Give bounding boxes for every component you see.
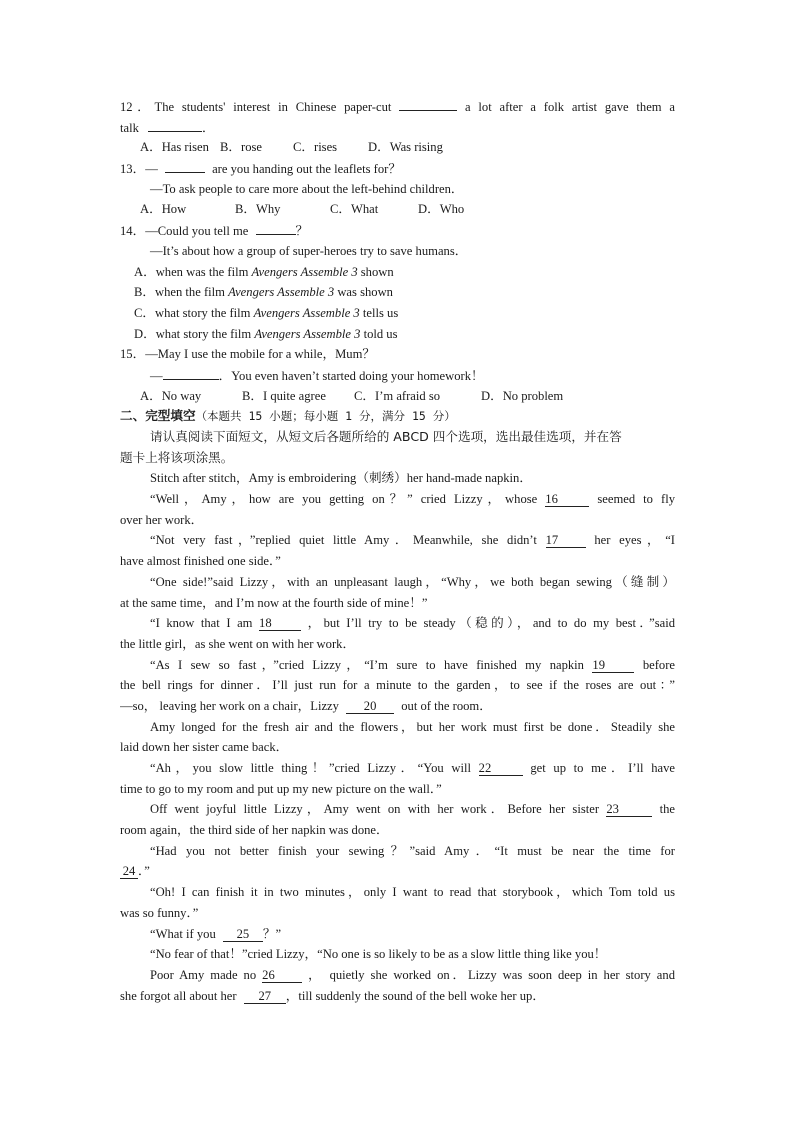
blank-17: 17 bbox=[546, 533, 586, 548]
passage-para-12 bbox=[120, 924, 675, 945]
q15-option-a[interactable]: A．No way bbox=[140, 388, 202, 403]
q15-dash: — bbox=[150, 368, 163, 383]
q14-option-b-post: was shown bbox=[334, 285, 393, 300]
passage-para-13: “No fear of that！”cried Lizzy，“No one is so likely to be as a slow little thing like you！ bbox=[150, 947, 607, 962]
para14-text-line2-cont: ，till suddenly the sound of the bell woke her up． bbox=[285, 988, 545, 1003]
q12-option-a[interactable]: A．Has risen bbox=[140, 140, 209, 155]
section2-instruction-2: 题卡上将该项涂黑。 bbox=[120, 449, 234, 465]
passage-para-10-end bbox=[120, 861, 675, 882]
passage-para-5 bbox=[120, 613, 675, 634]
q14-option-d-pre: D．what story the film bbox=[134, 326, 255, 341]
para3-text: “Not very fast，”replied quiet little Amy．Meanwhile, she didn’t bbox=[150, 533, 537, 548]
blank-22: 22 bbox=[479, 761, 523, 776]
q14-blank bbox=[256, 220, 296, 235]
q14-option-d-post: told us bbox=[360, 326, 398, 341]
q13-answer-line: —To ask people to care more about the left-behind children． bbox=[150, 181, 464, 196]
q14-option-a-post: shown bbox=[357, 264, 394, 279]
passage-para-3 bbox=[120, 530, 675, 551]
passage-para-11: “Oh! I can finish it in two minutes，only I want to read that storybook，which Tom told us bbox=[150, 885, 675, 900]
q12-blank-2 bbox=[148, 117, 202, 132]
passage-para-7-end: laid down her sister came back． bbox=[120, 740, 289, 755]
passage-para-11-end: was so funny．” bbox=[120, 905, 199, 920]
para9-text: Off went joyful little Lizzy，Amy went on with her work．Before her sister bbox=[150, 802, 600, 817]
q12-blank bbox=[399, 96, 457, 111]
q12-stem bbox=[120, 96, 675, 117]
q14-option-b-pre: B．when the film bbox=[134, 285, 229, 300]
passage-para-6-line3 bbox=[120, 696, 675, 717]
q14-option-b-film: Avengers Assemble 3 bbox=[228, 285, 335, 300]
para14-text-cont: ， quietly she worked on．Lizzy was soon deep in her story and bbox=[308, 967, 675, 982]
passage-para-14 bbox=[120, 965, 675, 986]
passage-para-8 bbox=[120, 758, 675, 779]
blank-16: 16 bbox=[545, 492, 589, 507]
section2-heading: 二、完型填空 bbox=[120, 408, 196, 424]
q12-text-line2: talk bbox=[120, 120, 139, 135]
q14-option-a[interactable] bbox=[120, 262, 675, 283]
passage-para-4-end: at the same time，and I’m now at the fourth side of mine！” bbox=[120, 595, 428, 610]
blank-25: 25 bbox=[223, 927, 263, 942]
para8-text-cont: get up to me．I’ll have bbox=[530, 761, 675, 775]
passage-para-2 bbox=[120, 489, 675, 510]
q14-option-c-post: tells us bbox=[359, 305, 399, 320]
para12-text: “What if you bbox=[150, 926, 216, 941]
q13-option-c[interactable]: C．What bbox=[330, 202, 379, 217]
q12-option-b[interactable]: B．rose bbox=[220, 140, 262, 155]
q12-text: 12．The students' interest in Chinese paper-cut bbox=[120, 100, 392, 114]
q12-options bbox=[120, 137, 675, 158]
para3-text-cont: her eyes，“I bbox=[594, 533, 675, 548]
blank-23: 23 bbox=[606, 802, 652, 817]
passage-para-7: Amy longed for the fresh air and the flowers，but her work must first be done．Steadily she bbox=[150, 719, 675, 734]
passage-para-10: “Had you not better finish your sewing？”said Amy．“It must be near the time for bbox=[150, 843, 675, 858]
para6-text: “As I sew so fast，”cried Lizzy，“I’m sure to have finished my napkin bbox=[150, 657, 584, 672]
q12-option-c[interactable]: C．rises bbox=[293, 140, 338, 155]
q13-text-cont: are you handing out the leaflets for？ bbox=[212, 162, 401, 177]
q14-text: 14．—Could you tell me bbox=[120, 224, 249, 239]
passage-para-9 bbox=[120, 799, 675, 820]
para6-text-line3-cont: out of the room． bbox=[401, 698, 492, 713]
q15-option-c[interactable]: C．I’m afraid so bbox=[354, 388, 441, 403]
section2-instruction-1: 请认真阅读下面短文，从短文后各题所给的 ABCD 四个选项，选出最佳选项，并在答 bbox=[150, 429, 622, 444]
q14-option-a-film: Avengers Assemble 3 bbox=[251, 264, 358, 279]
q15-text-cont: ．You even haven’t started doing your homework！ bbox=[218, 368, 484, 383]
blank-27: 27 bbox=[244, 989, 286, 1004]
q13-option-a[interactable]: A．How bbox=[140, 202, 187, 217]
para2-text-cont: seemed to fly bbox=[597, 492, 675, 507]
q14-option-d-film: Avengers Assemble 3 bbox=[254, 326, 361, 341]
para10-end-text: ．” bbox=[138, 864, 150, 879]
section2-header bbox=[120, 406, 675, 427]
passage-para-9-end: room again，the third side of her napkin was done． bbox=[120, 823, 389, 838]
q12-stem-line2 bbox=[120, 117, 675, 138]
para14-text-line2: she forgot all about her bbox=[120, 988, 237, 1003]
para14-text: Poor Amy made no bbox=[150, 967, 257, 982]
para5-text: “I know that I am bbox=[150, 616, 253, 631]
q13-stem bbox=[120, 158, 675, 179]
blank-18: 18 bbox=[259, 616, 301, 631]
q13-option-d[interactable]: D．Who bbox=[418, 202, 465, 217]
q14-option-c[interactable] bbox=[120, 303, 675, 324]
blank-24: 24 bbox=[120, 864, 138, 879]
q15-option-b[interactable]: B．I quite agree bbox=[242, 388, 326, 403]
q14-option-a-pre: A．when was the film bbox=[134, 264, 252, 279]
passage-para-8-end: time to go to my room and put up my new picture on the wall．” bbox=[120, 781, 442, 796]
q13-blank bbox=[165, 158, 205, 173]
q14-option-b[interactable] bbox=[120, 282, 675, 303]
q15-options bbox=[120, 386, 675, 407]
para5-text-cont: ，but I’ll try to be steady（稳的），and to do my best．”said bbox=[307, 616, 675, 631]
passage-para-3-end: have almost finished one side．” bbox=[120, 554, 281, 569]
q12-end: ． bbox=[202, 120, 215, 135]
blank-26: 26 bbox=[262, 968, 302, 983]
passage-para-5-end: the little girl，as she went on with her work． bbox=[120, 636, 356, 651]
section2-note: （本题共 15 小题；每小题 1 分，满分 15 分） bbox=[195, 409, 456, 424]
q14-option-c-film: Avengers Assemble 3 bbox=[253, 305, 360, 320]
para12-text-cont: ？” bbox=[262, 926, 282, 941]
q14-answer-line: —It’s about how a group of super-heroes try to save humans． bbox=[150, 243, 468, 258]
para6-text-cont: before bbox=[642, 657, 675, 672]
blank-20: 20 bbox=[346, 699, 394, 714]
q13-options bbox=[120, 199, 675, 220]
exam-page bbox=[120, 96, 675, 1006]
passage-para-6-line2: the bell rings for dinner．I’ll just run for a minute to the garden，to see if the roses are out：” bbox=[120, 678, 675, 693]
q14-end: ？ bbox=[295, 224, 309, 239]
para2-text: “Well，Amy，how are you getting on？” cried Lizzy，whose bbox=[150, 492, 538, 507]
q14-stem bbox=[120, 220, 675, 241]
passage-para-6 bbox=[120, 655, 675, 676]
passage-para-4: “One side!”said Lizzy，with an unpleasant laugh，“Why，we both began sewing（缝制） bbox=[150, 574, 675, 589]
q15-option-d[interactable]: D．No problem bbox=[481, 388, 564, 403]
blank-19: 19 bbox=[592, 658, 634, 673]
para9-text-cont: the bbox=[659, 802, 675, 817]
q14-option-c-pre: C．what story the film bbox=[134, 305, 254, 320]
q15-answer-line bbox=[120, 365, 675, 386]
q13-option-b[interactable]: B．Why bbox=[235, 202, 281, 217]
para8-text: “Ah，you slow little thing！”cried Lizzy．“You will bbox=[150, 761, 471, 775]
para6-text-line3: —so， leaving her work on a chair，Lizzy bbox=[120, 698, 339, 713]
q15-stem: 15．—May I use the mobile for a while，Mum？ bbox=[120, 347, 375, 362]
q13-text: 13．— bbox=[120, 162, 158, 177]
q15-blank bbox=[163, 365, 219, 380]
q12-option-d[interactable]: D．Was rising bbox=[368, 140, 443, 155]
passage-para-2-end: over her work． bbox=[120, 512, 204, 527]
passage-para-14-end bbox=[120, 986, 675, 1007]
passage-para-1: Stitch after stitch，Amy is embroidering（刺绣）her hand-made napkin． bbox=[150, 471, 532, 486]
q12-text-cont: a lot after a folk artist gave them a bbox=[465, 100, 675, 114]
q14-option-d[interactable] bbox=[120, 324, 675, 345]
